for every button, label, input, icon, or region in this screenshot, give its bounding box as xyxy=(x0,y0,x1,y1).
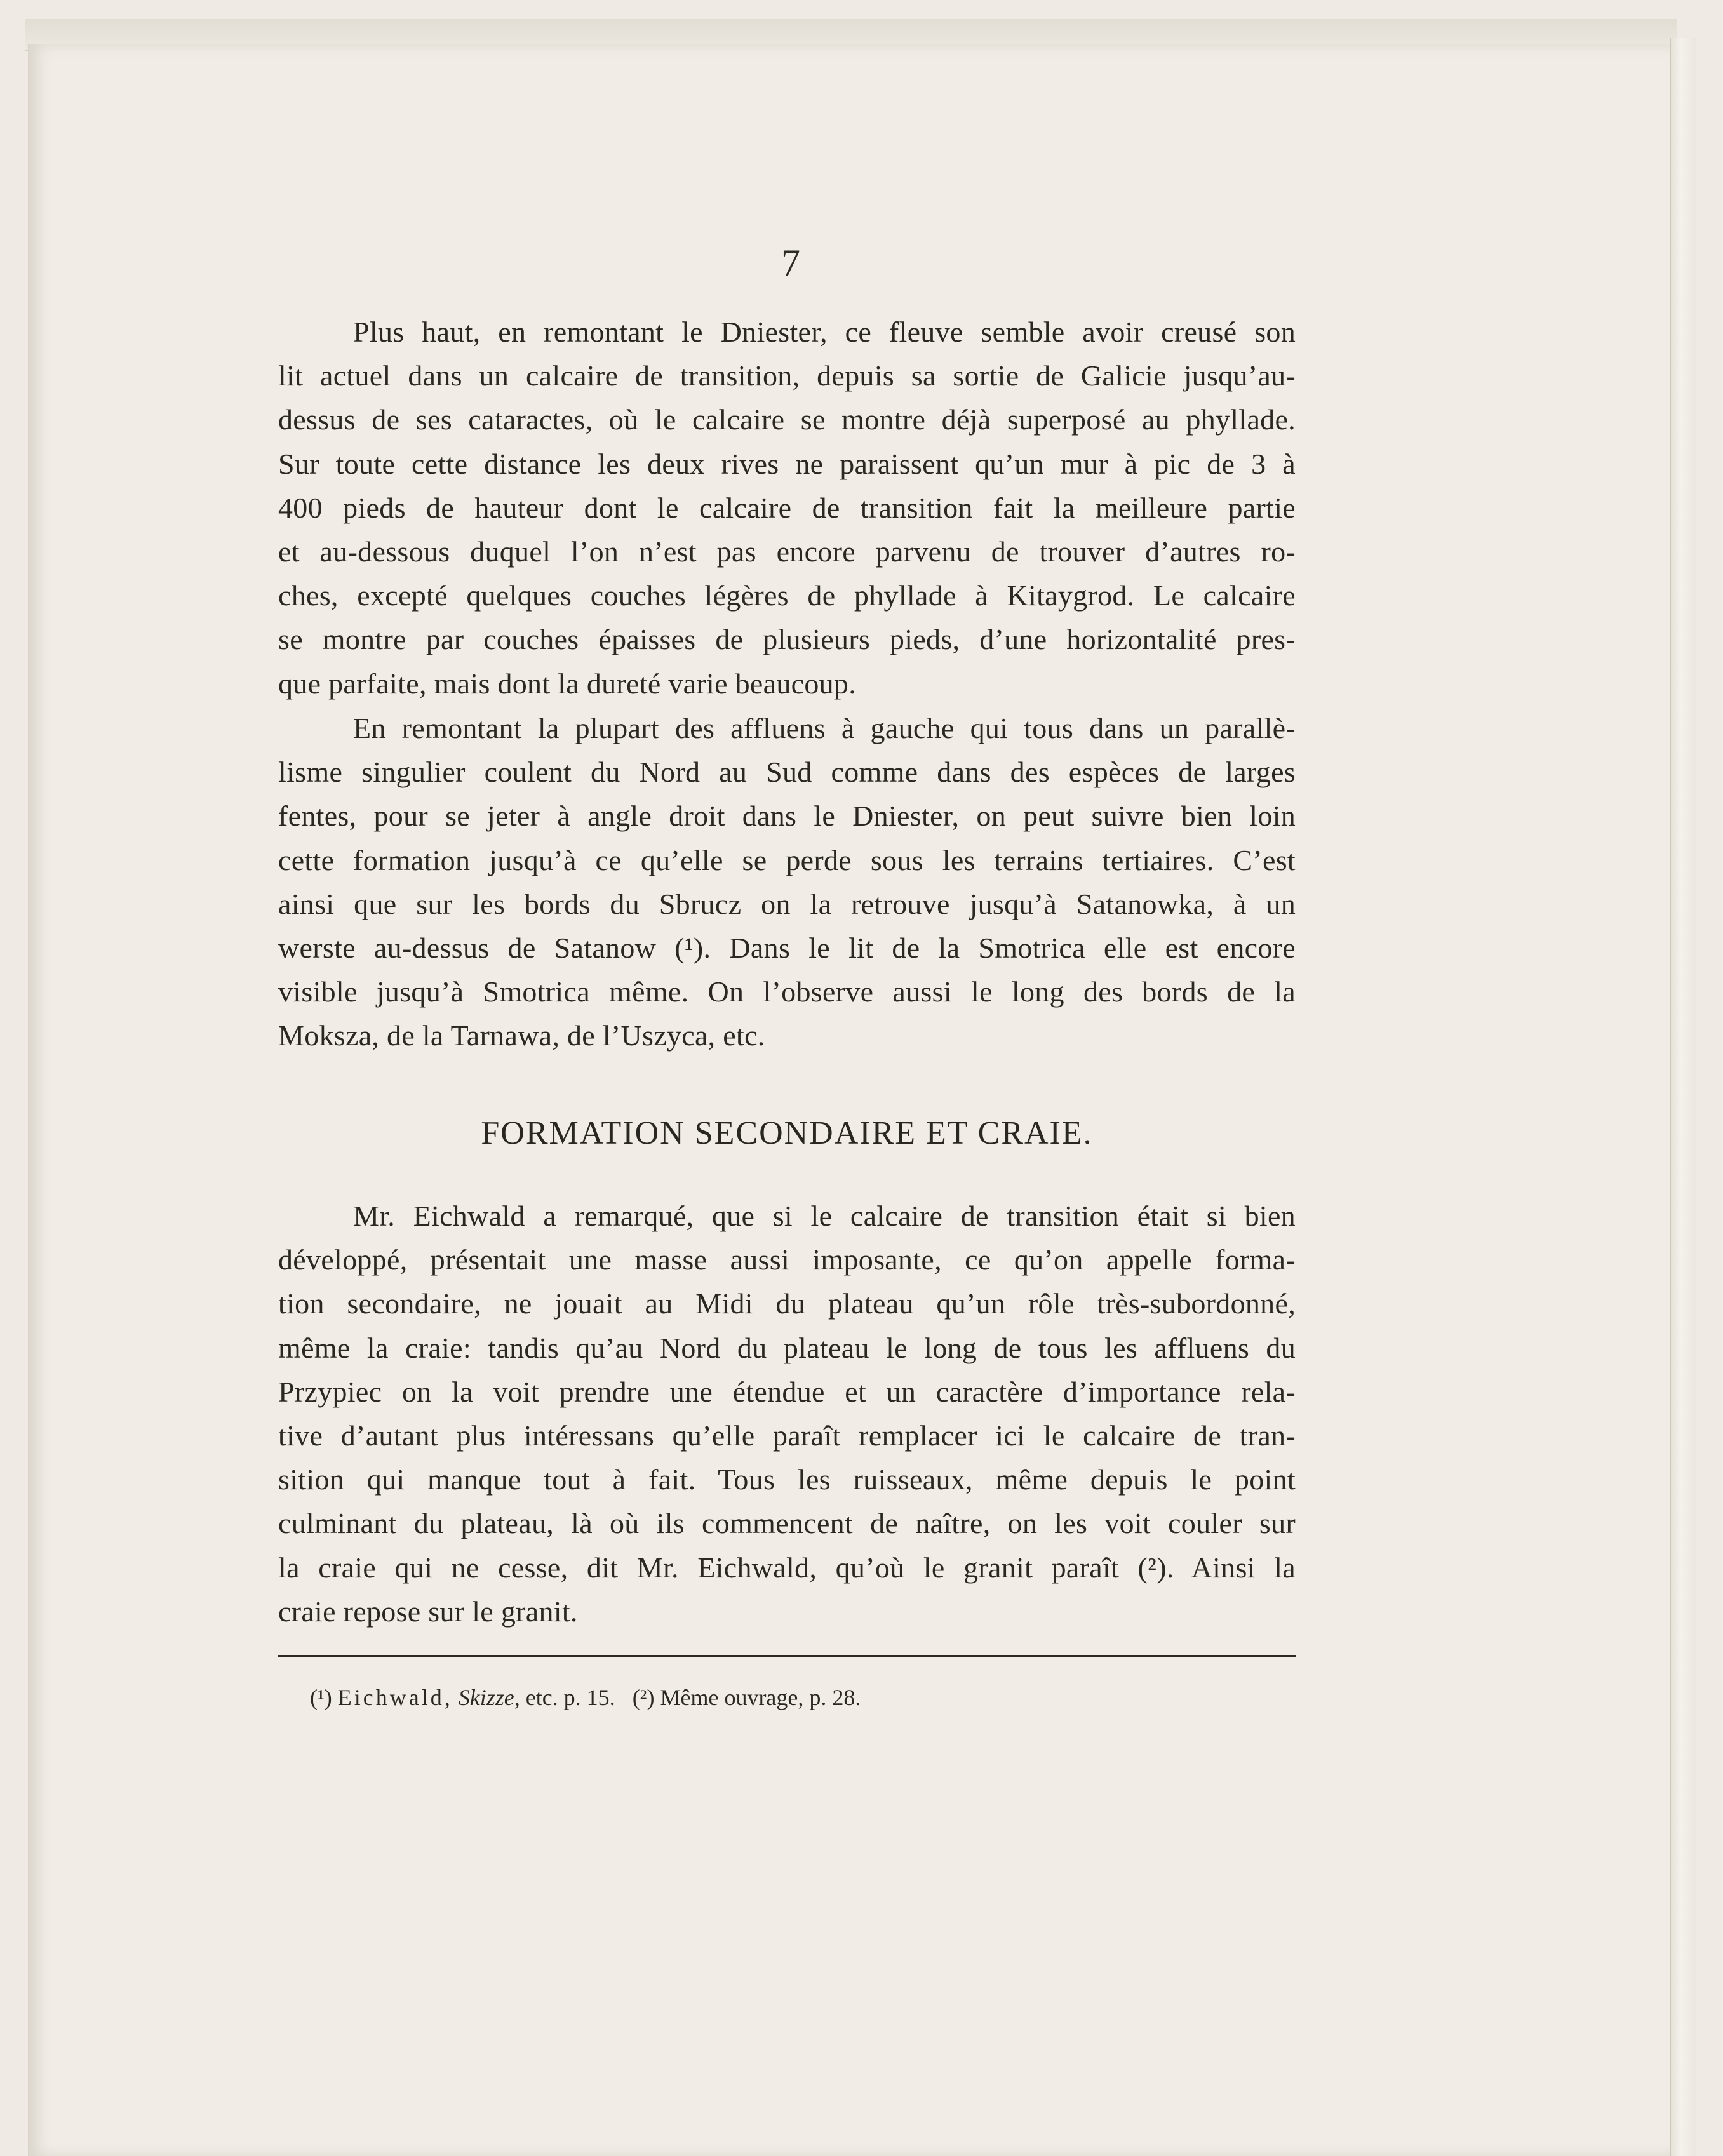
text-line: lit actuel dans un calcaire de transition, depuis sa sortie de Galicie jusqu’au- xyxy=(278,359,1296,392)
section-heading: FORMATION SECONDAIRE ET CRAIE. xyxy=(481,1115,1093,1151)
text-line: Sur toute cette distance les deux rives ne paraissent qu’un mur à pic de 3 à xyxy=(278,447,1296,480)
text-line: et au-dessous duquel l’on n’est pas encore parvenu de trouver d’autres ro- xyxy=(278,535,1296,568)
text-line: sition qui manque tout à fait. Tous les ruisseaux, même depuis le point xyxy=(278,1463,1296,1496)
text-line: ainsi que sur les bords du Sbrucz on la retrouve jusqu’à Satanowka, à un xyxy=(278,887,1296,920)
text-line: que parfaite, mais dont la dureté varie beaucoup. xyxy=(278,667,857,700)
footnote-1-marker: (¹) xyxy=(310,1685,332,1710)
text-line: tive d’autant plus intéressans qu’elle paraît remplacer ici le calcaire de tran- xyxy=(278,1419,1296,1452)
text-line: En remontant la plupart des affluens à gauche qui tous dans un parallè- xyxy=(353,712,1296,744)
text-line: ches, excepté quelques couches légères de phyllade à Kitaygrod. Le calcaire xyxy=(278,579,1296,612)
text-line: Mr. Eichwald a remarqué, que si le calcaire de transition était si bien xyxy=(353,1200,1296,1232)
footnote-1-title: Skizze xyxy=(458,1685,514,1710)
text-line: fentes, pour se jeter à angle droit dans le Dniester, on peut suivre bien loin xyxy=(278,800,1296,833)
footnote-2-text: Même ouvrage, p. 28. xyxy=(660,1685,861,1710)
text-line: visible jusqu’à Smotrica même. On l’observe aussi le long des bords de la xyxy=(278,975,1296,1008)
text-line: Moksza, de la Tarnawa, de l’Uszyca, etc. xyxy=(278,1019,765,1052)
text-line: craie repose sur le granit. xyxy=(278,1595,578,1628)
page-number: 7 xyxy=(781,242,800,284)
paragraph-2 xyxy=(278,706,1296,1058)
footnote-divider xyxy=(278,1655,1296,1657)
footnotes xyxy=(310,1684,861,1711)
text-line: la craie qui ne cesse, dit Mr. Eichwald, qu’où le granit paraît (²). Ainsi la xyxy=(278,1551,1296,1584)
text-line: développé, présentait une masse aussi imposante, ce qu’on appelle forma- xyxy=(278,1243,1296,1276)
text-line: Przypiec on la voit prendre une étendue et un caractère d’importance rela- xyxy=(278,1375,1296,1408)
footnote-1-rest: , etc. p. 15. xyxy=(514,1685,615,1710)
text-line: tion secondaire, ne jouait au Midi du plateau qu’un rôle très-subordonné, xyxy=(278,1287,1296,1320)
text-line: culminant du plateau, là où ils commencent de naître, on les voit couler sur xyxy=(278,1507,1296,1540)
footnote-2-marker: (²) xyxy=(632,1685,655,1710)
text-line: cette formation jusqu’à ce qu’elle se perde sous les terrains tertiaires. C’est xyxy=(278,843,1296,876)
paragraph-1 xyxy=(278,310,1296,706)
text-line: 400 pieds de hauteur dont le calcaire de transition fait la meilleure partie xyxy=(278,491,1296,524)
text-line: lisme singulier coulent du Nord au Sud comme dans des espèces de larges xyxy=(278,756,1296,789)
text-line: werste au-dessus de Satanow (¹). Dans le lit de la Smotrica elle est encore xyxy=(278,932,1296,965)
text-line: même la craie: tandis qu’au Nord du plateau le long de tous les affluens du xyxy=(278,1331,1296,1364)
text-line: Plus haut, en remontant le Dniester, ce fleuve semble avoir creusé son xyxy=(353,316,1296,348)
text-line: se montre par couches épaisses de plusieurs pieds, d’une horizontalité pres- xyxy=(278,623,1296,656)
page-fore-edge xyxy=(1670,38,1696,2156)
paragraph-3 xyxy=(278,1194,1296,1633)
text-line: dessus de ses cataractes, où le calcaire se montre déjà superposé au phyllade. xyxy=(278,403,1296,436)
footnote-1-author: Eichwald, xyxy=(337,1685,453,1710)
